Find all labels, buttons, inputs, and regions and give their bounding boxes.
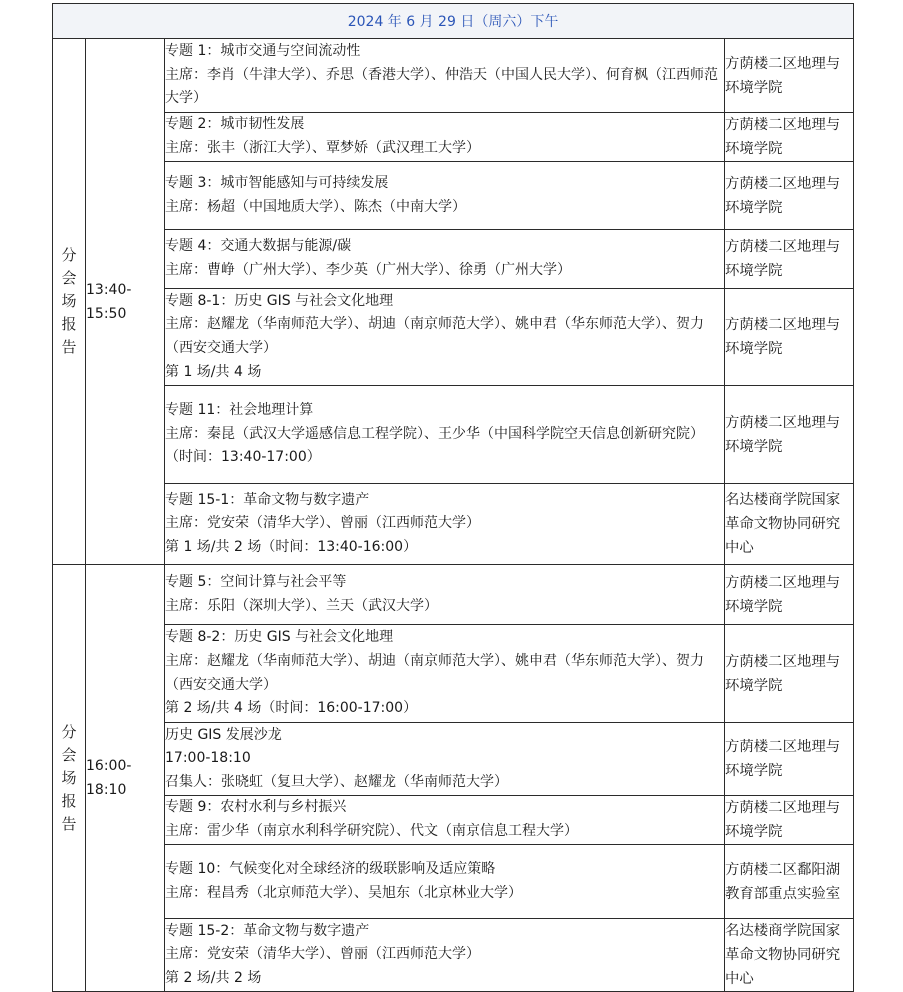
venue-cell: 方荫楼二区地理与环境学院 — [725, 162, 854, 230]
topic-title: 专题 2：城市韧性发展 — [165, 116, 305, 133]
topic-cell — [165, 625, 725, 723]
venue-cell: 方荫楼二区地理与环境学院 — [725, 723, 854, 796]
topic-title: 专题 3：城市智能感知与可持续发展 — [165, 174, 389, 191]
topic-cell — [165, 162, 725, 230]
topic-cell — [165, 386, 725, 484]
topic-title: 专题 9：农村水利与乡村振兴 — [165, 799, 347, 816]
topic-detail: 第 1 场/共 2 场（时间：13:40-16:00） — [165, 538, 418, 555]
topic-detail: 主席：党安荣（清华大学）、曾丽（江西师范大学） — [165, 946, 480, 963]
topic-cell — [165, 919, 725, 992]
topic-detail: 主席：李肖（牛津大学）、乔思（香港大学）、仲浩天（中国人民大学）、何育枫（江西师范大学） — [165, 66, 718, 107]
session-row — [53, 796, 854, 845]
topic-detail: 主席：张丰（浙江大学）、覃梦娇（武汉理工大学） — [165, 140, 480, 156]
topic-detail: 主席：党安荣（清华大学）、曾丽（江西师范大学） — [165, 515, 480, 532]
section-label — [53, 39, 86, 565]
topic-title: 专题 15-2：革命文物与数字遗产 — [165, 922, 370, 939]
topic-title: 专题 4：交通大数据与能源/碳 — [165, 238, 352, 255]
section-label-text: 分会场报告 — [61, 246, 77, 356]
venue-cell: 方荫楼二区地理与环境学院 — [725, 39, 854, 113]
topic-title: 专题 5：空间计算与社会平等 — [165, 573, 347, 590]
topic-cell — [165, 484, 725, 565]
topic-detail: 主席：秦昆（武汉大学遥感信息工程学院）、王少华（中国科学院空天信息创新研究院） — [165, 425, 704, 442]
venue-cell: 方荫楼二区地理与环境学院 — [725, 289, 854, 386]
venue-cell: 方荫楼二区地理与环境学院 — [725, 625, 854, 723]
topic-title: 专题 8-1：历史 GIS 与社会文化地理 — [165, 292, 394, 309]
topic-detail: 主席：雷少华（南京水利科学研究院）、代文（南京信息工程大学） — [165, 823, 578, 839]
topic-detail: 第 2 场/共 2 场 — [165, 969, 262, 986]
venue-cell: 方荫楼二区地理与环境学院 — [725, 796, 854, 845]
session-row — [53, 723, 854, 796]
topic-detail: 主席：乐阳（深圳大学）、兰天（武汉大学） — [165, 597, 438, 614]
topic-cell — [165, 723, 725, 796]
topic-detail: 主席：赵耀龙（华南师范大学）、胡迪（南京师范大学）、姚申君（华东师范大学）、贺力（西安交通大学） — [165, 316, 704, 356]
section-time — [86, 565, 165, 992]
session-row — [53, 625, 854, 723]
time-end: 18:10 — [86, 782, 127, 798]
topic-detail: 17:00-18:10 — [165, 750, 251, 767]
session-row — [53, 230, 854, 289]
time-start: 13:40- — [86, 281, 132, 298]
topic-title: 专题 10：气候变化对全球经济的级联影响及适应策略 — [165, 860, 496, 877]
title-row — [53, 4, 854, 39]
venue-cell: 名达楼商学院国家革命文物协同研究中心 — [725, 484, 854, 565]
section-time — [86, 39, 165, 565]
topic-detail: 主席：赵耀龙（华南师范大学）、胡迪（南京师范大学）、姚申君（华东师范大学）、贺力（西安交通大学） — [165, 652, 704, 693]
topic-title: 历史 GIS 发展沙龙 — [165, 726, 282, 743]
topic-cell — [165, 39, 725, 113]
session-row — [53, 484, 854, 565]
topic-detail: 第 2 场/共 4 场（时间：16:00-17:00） — [165, 700, 418, 717]
topic-detail: 召集人：张晓虹（复旦大学）、赵耀龙（华南师范大学） — [165, 773, 508, 790]
session-row — [53, 919, 854, 992]
topic-cell — [165, 113, 725, 162]
topic-detail: 第 1 场/共 4 场 — [165, 363, 262, 380]
venue-cell: 方荫楼二区地理与环境学院 — [725, 565, 854, 625]
time-start: 16:00- — [86, 758, 132, 774]
venue-cell: 方荫楼二区地理与环境学院 — [725, 230, 854, 289]
topic-cell — [165, 796, 725, 845]
topic-detail: 主席：程昌秀（北京师范大学）、吴旭东（北京林业大学） — [165, 884, 522, 901]
venue-cell: 方荫楼二区鄱阳湖教育部重点实验室 — [725, 845, 854, 919]
session-row — [53, 386, 854, 484]
section-label — [53, 565, 86, 992]
session-row — [53, 39, 854, 113]
topic-title: 专题 11：社会地理计算 — [165, 402, 314, 419]
topic-cell — [165, 845, 725, 919]
schedule-table — [52, 3, 854, 992]
session-row — [53, 113, 854, 162]
venue-cell: 方荫楼二区地理与环境学院 — [725, 113, 854, 162]
topic-detail: （时间：13:40-17:00） — [165, 449, 321, 466]
topic-cell — [165, 289, 725, 386]
session-row — [53, 845, 854, 919]
topic-title: 专题 15-1：革命文物与数字遗产 — [165, 491, 370, 508]
topic-title: 专题 8-2：历史 GIS 与社会文化地理 — [165, 629, 394, 646]
venue-cell: 方荫楼二区地理与环境学院 — [725, 386, 854, 484]
topic-cell — [165, 565, 725, 625]
topic-cell — [165, 230, 725, 289]
schedule-body — [53, 4, 854, 992]
venue-cell: 名达楼商学院国家革命文物协同研究中心 — [725, 919, 854, 992]
topic-detail: 主席：曹峥（广州大学）、李少英（广州大学）、徐勇（广州大学） — [165, 262, 571, 278]
session-row — [53, 289, 854, 386]
time-end: 15:50 — [86, 305, 127, 322]
schedule-title: 2024 年 6 月 29 日（周六）下午 — [53, 4, 854, 39]
session-row — [53, 565, 854, 625]
topic-detail: 主席：杨超（中国地质大学）、陈杰（中南大学） — [165, 198, 466, 215]
topic-title: 专题 1：城市交通与空间流动性 — [165, 43, 361, 60]
section-label-text: 分会场报告 — [61, 722, 77, 833]
session-row — [53, 162, 854, 230]
